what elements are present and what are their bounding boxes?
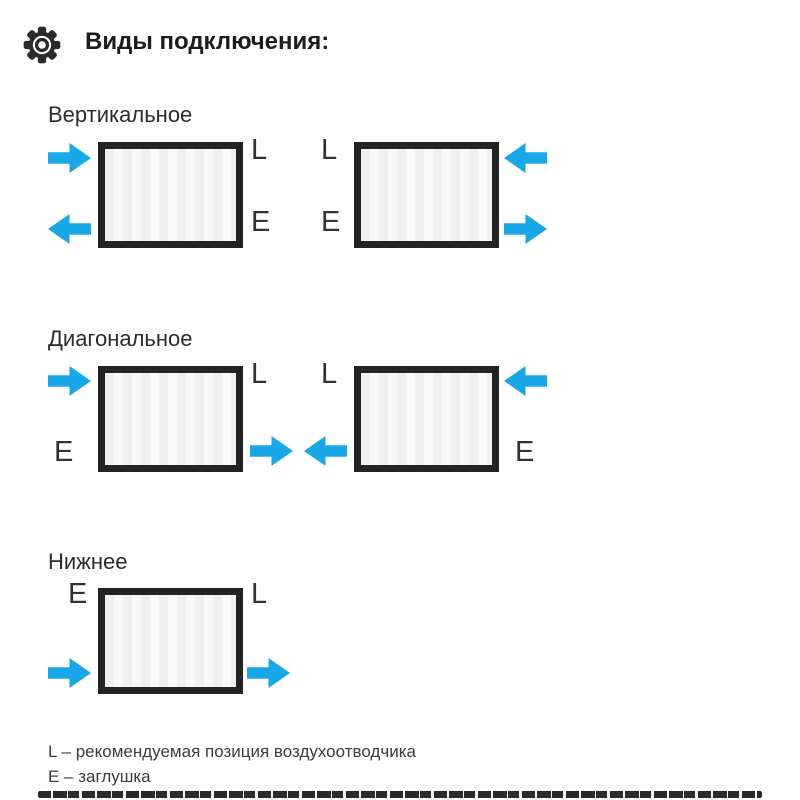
port-label-e: E	[251, 206, 271, 238]
radiator-body	[98, 588, 243, 694]
cropped-text-strip	[38, 791, 762, 798]
flow-out-arrow	[304, 436, 347, 466]
port-label-l: L	[251, 134, 268, 166]
legend-line-e: E – заглушка	[48, 767, 151, 786]
port-label-l: L	[251, 358, 268, 390]
legend-line-l: L – рекомендуемая позиция воздухоотводчика	[48, 742, 416, 761]
radiator-body	[354, 366, 499, 472]
port-label-e: E	[515, 436, 535, 468]
section-label-vertical: Вертикальное	[48, 102, 193, 127]
flow-out-arrow	[247, 658, 290, 688]
port-label-e: E	[54, 436, 74, 468]
page-title: Виды подключения:	[85, 28, 330, 55]
port-label-l: L	[321, 134, 338, 166]
flow-out-arrow	[48, 214, 91, 244]
radiator-body	[98, 142, 243, 248]
port-label-l: L	[321, 358, 338, 390]
flow-out-arrow	[250, 436, 293, 466]
legend	[48, 739, 416, 789]
flow-in-arrow	[48, 143, 91, 173]
radiator-body	[354, 142, 499, 248]
flow-in-arrow	[504, 143, 547, 173]
section-label-diagonal: Диагональное	[48, 326, 193, 351]
flow-in-arrow	[48, 658, 91, 688]
section-label-bottom: Нижнее	[48, 549, 128, 574]
port-label-e: E	[68, 578, 88, 610]
gear-icon	[22, 25, 62, 65]
port-label-l: L	[251, 578, 268, 610]
flow-in-arrow	[504, 366, 547, 396]
flow-out-arrow	[504, 214, 547, 244]
radiator-body	[98, 366, 243, 472]
flow-in-arrow	[48, 366, 91, 396]
port-label-e: E	[321, 206, 341, 238]
